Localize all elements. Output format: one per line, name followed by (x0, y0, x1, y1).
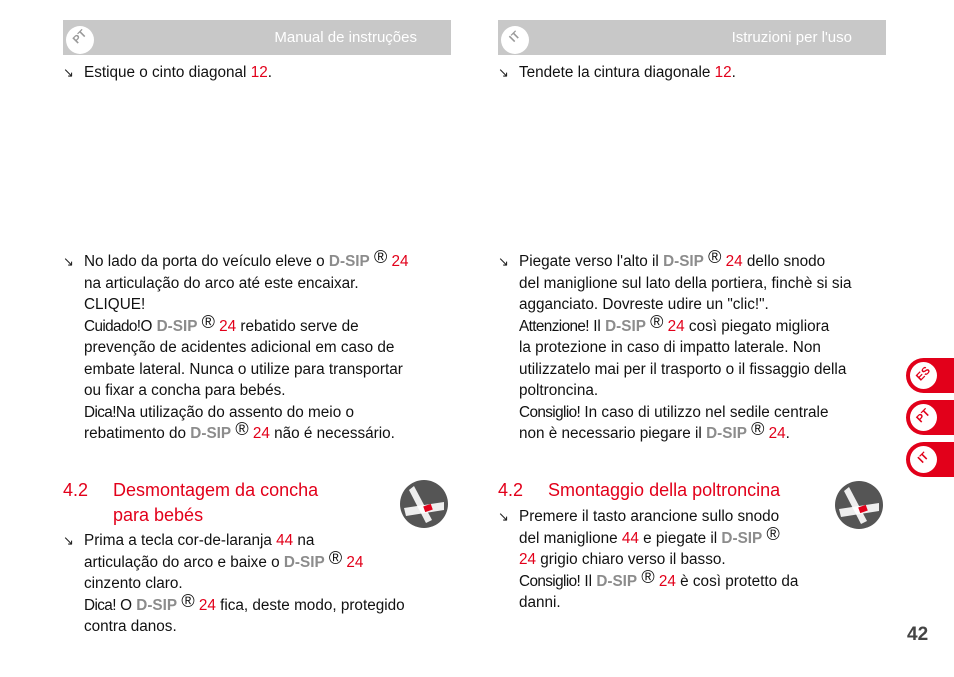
arrow-bullet-icon: ↘ (498, 509, 509, 524)
language-tab-pt[interactable]: PT (906, 400, 954, 435)
belt-buckle-icon (400, 480, 448, 528)
language-tab-es[interactable]: ES (906, 358, 954, 393)
instruction-tighten-belt-pt: ↘ Estique o cinto diagonal 12. (63, 62, 453, 84)
instruction-remove-it: ↘ Premere il tasto arancione sullo snodo del maniglione 44 e piegate il D-SIP ® 24 grigio chiaro verso il basso. Consiglio! Il D-SIP ® 24 è così protetto da danni. (498, 508, 799, 611)
tip-label: Consiglio! (519, 572, 581, 590)
header-title-it: Istruzioni per l'uso (731, 29, 852, 46)
warning-label: Cuidado! (84, 317, 141, 335)
header-title-pt: Manual de instruções (274, 29, 417, 46)
instruction-dsip-it: ↘ Piegate verso l'alto il D-SIP ® 24 dello snodo del maniglione sul lato della portiera, finchè si sia agganciato. Dovreste udire un "clic!". Attenzione! Il D-SIP ® 24 così piegato migliora la protezione in caso di impatto laterale. Non utilizzatelo mai per il trasporto o il fissaggio della poltroncina. Consiglio! In caso di utilizzo nel sedile centrale non è necessario piegare il D-SIP ® 24. (498, 247, 852, 442)
language-badge-it: IT (501, 26, 529, 54)
column-italian: IT Istruzioni per l'uso ↘ Tendete la cintura diagonale 12. ↘ Piegate verso l'alto il D-SIP ® 24 dello snodo del maniglione sul lato della portiera, finchè si sia agganciato. Dovreste udire un "clic!". Attenzione! Il D-SIP ® 24 così piegato migliora la protezione in caso di impatto laterale. Non utilizzatelo mai per il trasporto o il fissaggio della poltroncina. Consiglio! In caso di utilizzo nel sedile centrale non è necessario piegare il D-SIP ® 24. 4.2 Smontaggio della poltroncina ↘ Premere il tasto arancione sullo snodo del maniglione 44 e piegate il D-SIP ® 24 grigio chiaro verso il basso. Consiglio! Il D-SIP ® 24 è così protetto da danni. (498, 20, 886, 55)
page-number: 42 (907, 624, 929, 645)
arrow-bullet-icon: ↘ (63, 533, 74, 548)
header-bar-pt (63, 20, 451, 55)
arrow-bullet-icon: ↘ (63, 65, 74, 80)
language-tab-it[interactable]: IT (906, 442, 954, 477)
arrow-bullet-icon: ↘ (498, 65, 509, 80)
column-portuguese: PT Manual de instruções ↘ Estique o cinto diagonal 12. ↘ No lado da porta do veículo eleve o D-SIP ® 24 na articulação do arco até este encaixar. CLIQUE! Cuidado!O D-SIP ® 24 rebatido serve de prevenção de acidentes adicional em caso de embate lateral. Nunca o utilize para transportar ou fixar a concha para bebés. Dica!Na utilização do assento do meio o rebatimento do D-SIP ® 24 não é necessário. 4.2 Desmontagem da concha para bebés ↘ Prima a tecla cor-de-laranja 44 na articulação do arco e baixe o D-SIP ® 24 cinzento claro. Dica! O D-SIP ® 24 fica, deste modo, protegido contra danos. (63, 20, 451, 55)
language-badge-pt: PT (66, 26, 94, 54)
arrow-bullet-icon: ↘ (63, 254, 74, 269)
tip-label: Dica! (84, 596, 116, 614)
tip-label: Dica! (84, 403, 116, 421)
instruction-remove-pt: ↘ Prima a tecla cor-de-laranja 44 na articulação do arco e baixe o D-SIP ® 24 cinzento claro. Dica! O D-SIP ® 24 fica, deste modo, protegido contra danos. (63, 532, 405, 635)
instruction-dsip-pt: ↘ No lado da porta do veículo eleve o D-SIP ® 24 na articulação do arco até este encaixar. CLIQUE! Cuidado!O D-SIP ® 24 rebatido serve de prevenção de acidentes adicional em caso de embate lateral. Nunca o utilize para transportar ou fixar a concha para bebés. Dica!Na utilização do assento do meio o rebatimento do D-SIP ® 24 não é necessário. (63, 247, 409, 442)
warning-label: Attenzione! (519, 317, 589, 335)
header-bar-it (498, 20, 886, 55)
tip-label: Consiglio! (519, 403, 581, 421)
arrow-bullet-icon: ↘ (498, 254, 509, 269)
instruction-tighten-belt-it: ↘ Tendete la cintura diagonale 12. (498, 62, 888, 84)
